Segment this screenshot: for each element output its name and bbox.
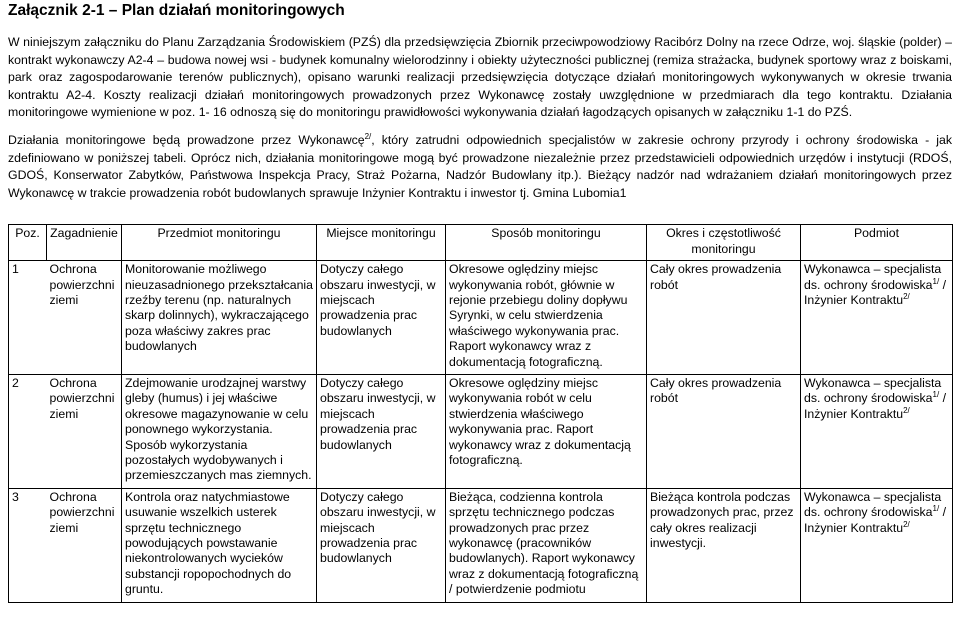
cell-sposob: Bieżąca, codzienna kontrola sprzętu technicznego podczas prowadzonych prac przez wykonawcę (pracowników budowlanych). Raport wykonawcy wraz z dokumentacją fotograficzną / potwierdzenie podmiotu: [446, 488, 647, 602]
footnote-ref: 2/: [903, 291, 910, 301]
monitoring-plan-table: [8, 224, 953, 602]
header-sposob: Sposób monitoringu: [446, 225, 647, 261]
cell-sposob: Okresowe oględziny miejsc wykonywania robót, głównie w rejonie przebiegu doliny dopływu Syrynki, w celu stwierdzenia właściwego wykonywania prac. Raport wykonawcy wraz z dokumentacją fotograficzną.: [446, 261, 647, 375]
podmiot-text-a: Wykonawca – specjalista ds. ochrony środowiska: [804, 262, 942, 292]
cell-podmiot: [801, 375, 953, 489]
cell-poz: 2: [9, 375, 47, 489]
cell-przedmiot: Zdejmowanie urodzajnej warstwy gleby (humus) i jej właściwe okresowe magazynowanie w celu ponownego wykorzystania. Sposób wykorzystania pozostałych wydobywanych i przemieszczanych mas ziemnych.: [122, 375, 317, 489]
intro-paragraph: W niniejszym załączniku do Planu Zarządzania Środowiskiem (PZŚ) dla przedsięwzięcia Zbiornik przeciwpowodziowy Racibórz Dolny na rzece Odrze, woj. śląskie (polder) – kontrakt wykonawczy A2-4 – budowa nowej wsi - budynek komunalny wielorodzinny i obiekty użyteczności publicznej (remiza strażacka, budynek sportowy wraz z boiskami, park oraz zagospodarowanie terenów publicznych), opisano warunki realizacji przedsięwzięcia dotyczące działań monitoringowych wykonywanych w okresie trwania kontraktu A2-4. Koszty realizacji działań monitoringowych prowadzonych przez Wykonawcę zostały uwzględnione w przedmiarach dla tego kontraktu. Działania monitoringowe wymienione w poz. 1- 16 odnoszą się do monitoringu prawidłowości wykonywania działań łagodzących opisanych w załączniku 1-1 do PZŚ.: [8, 35, 952, 120]
cell-okres: Bieżąca kontrola podczas prowadzonych prac, przez cały okres realizacji inwestycji.: [647, 488, 801, 602]
cell-miejsce: Dotyczy całego obszaru inwestycji, w miejscach prowadzenia prac budowlanych: [317, 375, 446, 489]
cell-poz: 3: [9, 488, 47, 602]
footnote-ref: 2/: [903, 405, 910, 415]
executor-paragraph-text-b: , który zatrudni odpowiednich specjalistów w zakresie ochrony przyrody i ochrony środowiska - jak zdefiniowano w poniższej tabeli. Oprócz nich, działania monitoringowe mogą być prowadzone niezależnie przez przedstawicieli odpowiednich urzędów i instytucji (RDOŚ, GDOŚ, Konserwator Zabytków, Państwowa Inspekcja Pracy, Straż Pożarna, Nadzór Budowlany itp.). Bieżący nadzór nad wdrażaniem działań monitoringowych przez Wykonawcę w trakcie prowadzenia robót budowlanych sprawuje Inżynier Kontraktu i inwestor tj. Gmina Lubomia1: [8, 132, 952, 200]
cell-przedmiot: Monitorowanie możliwego nieuzasadnionego przekształcania rzeźby terenu (np. naturalnych skarp dolinnych), wykraczającego poza właściwy zakres prac budowlanych: [122, 261, 317, 375]
table-row: [9, 488, 953, 602]
cell-poz: 1: [9, 261, 47, 375]
podmiot-text-b: / Inżynier Kontraktu: [804, 505, 947, 535]
cell-sposob: Okresowe oględziny miejsc wykonywania robót w celu stwierdzenia właściwego wykonywania prac. Raport wykonawcy wraz z dokumentacją fotograficzną.: [446, 375, 647, 489]
page-title: Załącznik 2-1 – Plan działań monitoringowych: [8, 2, 345, 19]
executor-paragraph-text-a: Działania monitoringowe będą prowadzone przez Wykonawcę: [8, 132, 365, 147]
cell-zagadnienie: Ochrona powierzchni ziemi: [47, 488, 122, 602]
cell-przedmiot: Kontrola oraz natychmiastowe usuwanie wszelkich usterek sprzętu technicznego powodujących powstawanie niekontrolowanych wycieków substancji ropopochodnych do gruntu.: [122, 488, 317, 602]
header-poz: Poz.: [9, 225, 47, 261]
podmiot-text-a: Wykonawca – specjalista ds. ochrony środowiska: [804, 489, 942, 520]
cell-podmiot: [801, 488, 953, 602]
header-podmiot: Podmiot: [801, 225, 953, 261]
header-przedmiot: Przedmiot monitoringu: [122, 225, 317, 261]
header-zagadnienie: Zagadnienie: [47, 225, 122, 261]
cell-zagadnienie: Ochrona powierzchni ziemi: [47, 261, 122, 375]
header-miejsce: Miejsce monitoringu: [317, 225, 446, 261]
footnote-ref: 1/: [932, 504, 940, 514]
footnote-ref: 1/: [932, 276, 940, 286]
podmiot-text-b: / Inżynier Kontraktu: [804, 277, 947, 307]
header-okres: Okres i częstotliwość monitoringu: [647, 225, 801, 261]
table-row: [9, 261, 953, 375]
table-row: [9, 375, 953, 489]
table-header-row: [9, 225, 953, 261]
footnote-ref: 1/: [932, 390, 940, 400]
podmiot-text-b: / Inżynier Kontraktu: [804, 391, 947, 421]
footnote-ref: 2/: [364, 131, 372, 141]
cell-miejsce: Dotyczy całego obszaru inwestycji, w miejscach prowadzenia prac budowlanych: [317, 261, 446, 375]
cell-okres: Cały okres prowadzenia robót: [647, 261, 801, 375]
podmiot-text-a: Wykonawca – specjalista ds. ochrony środowiska: [804, 376, 942, 406]
cell-okres: Cały okres prowadzenia robót: [647, 375, 801, 489]
cell-zagadnienie: Ochrona powierzchni ziemi: [47, 375, 122, 489]
cell-podmiot: [801, 261, 953, 375]
cell-miejsce: Dotyczy całego obszaru inwestycji, w miejscach prowadzenia prac budowlanych: [317, 488, 446, 602]
executor-paragraph: [8, 132, 952, 202]
footnote-ref: 2/: [903, 519, 910, 529]
